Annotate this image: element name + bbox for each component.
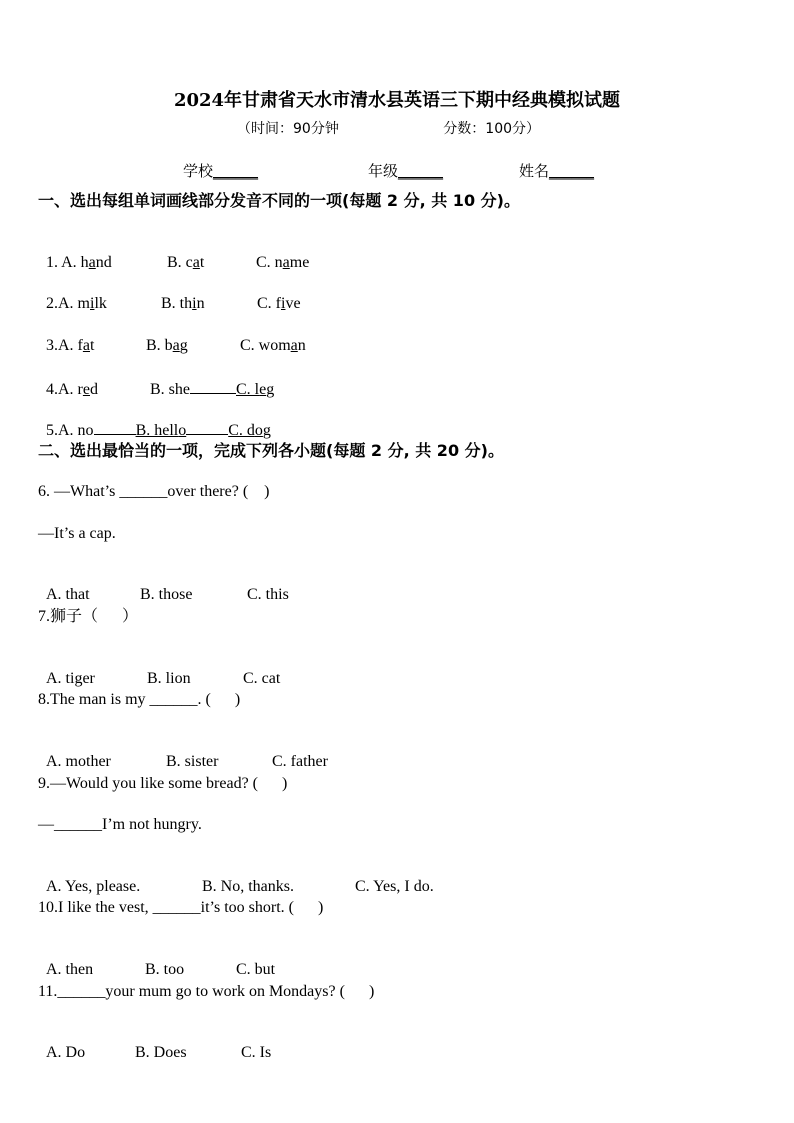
- q2-option-a[interactable]: 2.A. milk: [46, 295, 107, 312]
- q11-option-a[interactable]: A. Do: [46, 1044, 86, 1061]
- q7-option-a[interactable]: A. tiger: [46, 670, 95, 687]
- grade-field: [368, 160, 443, 181]
- q11-option-b[interactable]: B. Does: [135, 1044, 187, 1061]
- q3-option-b[interactable]: B. bag: [146, 337, 188, 354]
- question-9-reply: —______I’m not hungry.: [38, 816, 202, 833]
- q9-option-a[interactable]: A. Yes, please.: [46, 878, 141, 895]
- question-8-stem: 8.The man is my ______. ( ): [38, 691, 241, 708]
- q3-option-a[interactable]: 3.A. fat: [46, 337, 95, 354]
- q8-option-c[interactable]: C. father: [272, 753, 328, 770]
- q3-option-c[interactable]: C. woman: [240, 337, 306, 354]
- question-9-options: [38, 857, 434, 897]
- q8-option-a[interactable]: A. mother: [46, 753, 111, 770]
- school-blank[interactable]: ______: [213, 162, 259, 180]
- q5-option-b[interactable]: B. hello: [136, 419, 229, 441]
- q10-option-a[interactable]: A. then: [46, 961, 94, 978]
- total-score: 分数：100分）: [443, 121, 541, 137]
- question-7-stem: 7.狮子（ ）: [38, 608, 139, 625]
- q6-option-c[interactable]: C. this: [247, 586, 289, 603]
- name-label: 姓名: [519, 162, 550, 180]
- question-1: [38, 233, 309, 273]
- question-7-options: [38, 649, 280, 689]
- question-10-options: [38, 940, 275, 980]
- exam-meta: [237, 118, 540, 138]
- question-6-stem: 6. —What’s ______over there? ( ): [38, 483, 270, 500]
- q10-option-c[interactable]: C. but: [236, 961, 276, 978]
- q5-option-c[interactable]: C. dog: [228, 422, 271, 439]
- grade-blank[interactable]: ______: [398, 162, 444, 180]
- question-8-options: [38, 732, 328, 772]
- question-3: [38, 316, 306, 356]
- q11-option-c[interactable]: C. Is: [241, 1044, 272, 1061]
- q2-option-c[interactable]: C. five: [257, 295, 301, 312]
- q7-option-b[interactable]: B. lion: [147, 670, 191, 687]
- q6-option-b[interactable]: B. those: [140, 586, 193, 603]
- q9-option-c[interactable]: C. Yes, I do.: [355, 878, 434, 895]
- q4-option-a[interactable]: 4.A. red: [46, 381, 98, 398]
- page-title: 2024年甘肃省天水市清水县英语三下期中经典模拟试题: [173, 90, 621, 111]
- time-limit: （时间：90分钟: [237, 121, 339, 137]
- section-1-heading: 一、选出每组单词画线部分发音不同的一项(每题 2 分, 共 10 分)。: [38, 191, 520, 210]
- question-11-options: [38, 1023, 271, 1063]
- q2-option-b[interactable]: B. thin: [161, 295, 205, 312]
- q4-option-c[interactable]: C. leg: [236, 381, 275, 398]
- question-10-stem: 10.I like the vest, ______it’s too short. ( ): [38, 899, 324, 916]
- q4-option-b[interactable]: B. she: [150, 378, 236, 400]
- name-blank[interactable]: ______: [549, 162, 595, 180]
- school-label: 学校: [183, 162, 214, 180]
- q1-option-a[interactable]: 1. A. hand: [46, 254, 112, 271]
- q8-option-b[interactable]: B. sister: [166, 753, 219, 770]
- grade-label: 年级: [368, 162, 399, 180]
- section-2-heading: 二、选出最恰当的一项，完成下列各小题(每题 2 分, 共 20 分)。: [38, 441, 504, 460]
- name-field: [519, 160, 594, 181]
- question-4: [38, 358, 274, 400]
- question-11-stem: 11.______your mum go to work on Mondays? ( ): [38, 983, 375, 1000]
- q7-option-c[interactable]: C. cat: [243, 670, 281, 687]
- school-field: [183, 160, 258, 181]
- q1-option-c[interactable]: C. name: [256, 254, 310, 271]
- q6-option-a[interactable]: A. that: [46, 586, 90, 603]
- question-2: [38, 274, 301, 314]
- q1-option-b[interactable]: B. cat: [167, 254, 205, 271]
- question-6-options: [38, 565, 289, 605]
- question-6-reply: —It’s a cap.: [38, 525, 116, 542]
- question-9-stem: 9.—Would you like some bread? ( ): [38, 775, 288, 792]
- q5-option-a[interactable]: 5.A. no: [46, 419, 136, 441]
- question-5: [38, 399, 271, 441]
- q9-option-b[interactable]: B. No, thanks.: [202, 878, 294, 895]
- q10-option-b[interactable]: B. too: [145, 961, 185, 978]
